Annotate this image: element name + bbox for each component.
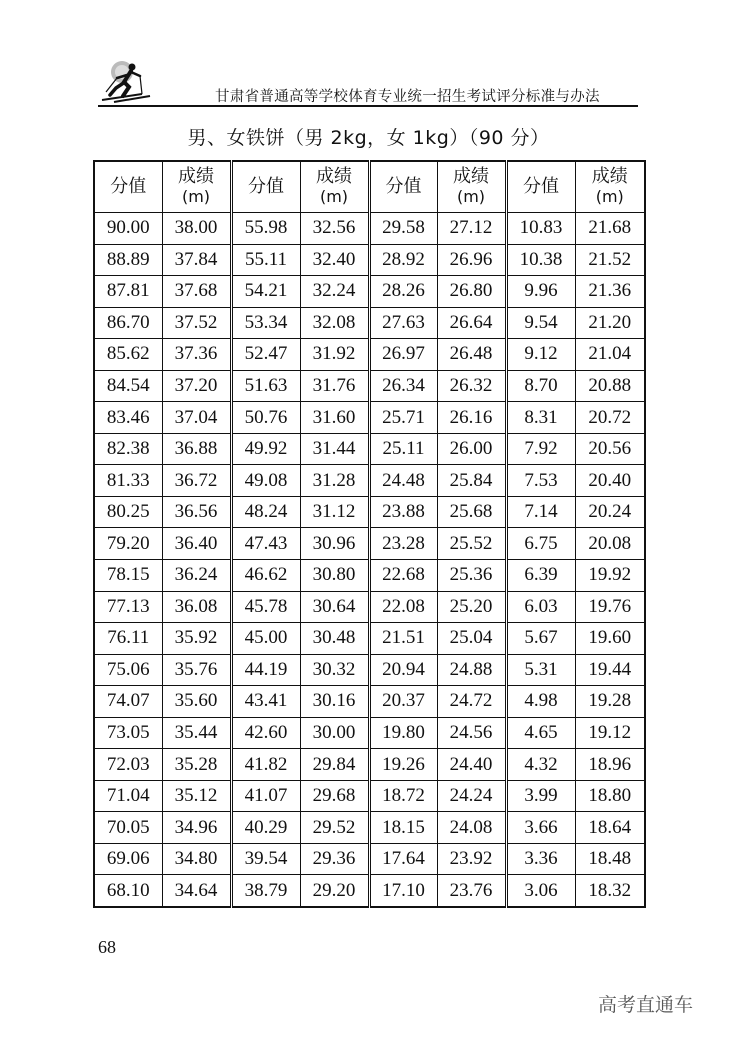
score-cell: 25.11	[369, 433, 437, 465]
result-cell: 20.24	[575, 496, 645, 528]
result-cell: 19.12	[575, 717, 645, 749]
result-cell: 37.84	[162, 244, 231, 276]
score-cell: 43.41	[231, 686, 300, 718]
table-row	[94, 875, 645, 907]
score-cell: 40.29	[231, 812, 300, 844]
score-cell: 80.25	[94, 496, 162, 528]
result-cell: 35.12	[162, 780, 231, 812]
result-cell: 34.96	[162, 812, 231, 844]
result-cell: 35.76	[162, 654, 231, 686]
result-cell: 36.88	[162, 433, 231, 465]
table-row	[94, 433, 645, 465]
score-cell: 45.78	[231, 591, 300, 623]
score-cell: 17.10	[369, 875, 437, 907]
result-cell: 27.12	[437, 213, 506, 245]
table-row	[94, 843, 645, 875]
result-cell: 38.00	[162, 213, 231, 245]
score-cell: 10.38	[506, 244, 575, 276]
score-cell: 10.83	[506, 213, 575, 245]
score-cell: 45.00	[231, 623, 300, 655]
result-cell: 18.48	[575, 843, 645, 875]
score-cell: 3.06	[506, 875, 575, 907]
result-cell: 25.68	[437, 496, 506, 528]
result-cell: 19.76	[575, 591, 645, 623]
result-cell: 24.56	[437, 717, 506, 749]
score-cell: 26.34	[369, 370, 437, 402]
table-row	[94, 623, 645, 655]
table-row	[94, 213, 645, 245]
score-cell: 3.36	[506, 843, 575, 875]
score-cell: 55.98	[231, 213, 300, 245]
score-cell: 24.48	[369, 465, 437, 497]
result-cell: 31.44	[300, 433, 369, 465]
score-cell: 39.54	[231, 843, 300, 875]
score-cell: 68.10	[94, 875, 162, 907]
score-cell: 6.75	[506, 528, 575, 560]
result-cell: 25.36	[437, 560, 506, 592]
result-cell: 25.20	[437, 591, 506, 623]
header-label: 分值	[385, 176, 422, 197]
score-cell: 25.71	[369, 402, 437, 434]
result-cell: 37.52	[162, 307, 231, 339]
result-cell: 37.68	[162, 276, 231, 308]
score-cell: 29.58	[369, 213, 437, 245]
result-cell: 29.20	[300, 875, 369, 907]
header-rule	[98, 105, 638, 107]
result-cell: 25.84	[437, 465, 506, 497]
result-cell: 29.52	[300, 812, 369, 844]
table-header	[94, 161, 645, 213]
result-cell: 29.84	[300, 749, 369, 781]
score-cell: 38.79	[231, 875, 300, 907]
page-number: 68	[98, 937, 116, 957]
score-cell: 22.08	[369, 591, 437, 623]
score-cell: 3.99	[506, 780, 575, 812]
score-cell: 5.31	[506, 654, 575, 686]
result-cell: 21.20	[575, 307, 645, 339]
score-cell: 18.72	[369, 780, 437, 812]
result-cell: 26.96	[437, 244, 506, 276]
table-row	[94, 654, 645, 686]
table-row	[94, 370, 645, 402]
table-row	[94, 465, 645, 497]
header-label: 分值	[248, 176, 284, 197]
score-cell: 41.07	[231, 780, 300, 812]
result-cell: 20.08	[575, 528, 645, 560]
header-label: 成绩	[453, 166, 489, 187]
result-cell: 36.08	[162, 591, 231, 623]
table-header-row	[94, 161, 645, 213]
score-cell: 44.19	[231, 654, 300, 686]
result-cell: 35.60	[162, 686, 231, 718]
score-cell: 7.14	[506, 496, 575, 528]
score-cell: 48.24	[231, 496, 300, 528]
header-unit: (m)	[181, 187, 211, 206]
result-cell: 18.64	[575, 812, 645, 844]
result-cell: 24.40	[437, 749, 506, 781]
score-cell: 81.33	[94, 465, 162, 497]
result-cell: 19.92	[575, 560, 645, 592]
score-cell: 55.11	[231, 244, 300, 276]
header-label: 分值	[523, 176, 559, 197]
score-cell: 22.68	[369, 560, 437, 592]
score-cell: 82.38	[94, 433, 162, 465]
result-cell: 18.32	[575, 875, 645, 907]
result-cell: 19.44	[575, 654, 645, 686]
table-row	[94, 244, 645, 276]
result-cell: 36.72	[162, 465, 231, 497]
score-cell: 47.43	[231, 528, 300, 560]
score-cell: 6.03	[506, 591, 575, 623]
score-cell: 42.60	[231, 717, 300, 749]
result-cell: 26.80	[437, 276, 506, 308]
result-cell: 26.00	[437, 433, 506, 465]
score-cell: 50.76	[231, 402, 300, 434]
score-cell: 7.92	[506, 433, 575, 465]
result-cell: 21.52	[575, 244, 645, 276]
result-cell: 31.60	[300, 402, 369, 434]
score-cell: 75.06	[94, 654, 162, 686]
result-cell: 31.76	[300, 370, 369, 402]
table-body	[94, 213, 645, 908]
table-row	[94, 780, 645, 812]
header-cell-result	[575, 161, 645, 213]
score-cell: 85.62	[94, 339, 162, 371]
result-cell: 23.92	[437, 843, 506, 875]
result-cell: 21.36	[575, 276, 645, 308]
table-row	[94, 402, 645, 434]
header-unit: (m)	[456, 187, 486, 206]
table-row	[94, 528, 645, 560]
result-cell: 37.20	[162, 370, 231, 402]
result-cell: 30.96	[300, 528, 369, 560]
result-cell: 36.56	[162, 496, 231, 528]
score-cell: 28.26	[369, 276, 437, 308]
result-cell: 29.36	[300, 843, 369, 875]
table-row	[94, 560, 645, 592]
result-cell: 36.40	[162, 528, 231, 560]
header-label: 分值	[110, 176, 147, 197]
score-cell: 4.65	[506, 717, 575, 749]
result-cell: 34.64	[162, 875, 231, 907]
result-cell: 20.56	[575, 433, 645, 465]
score-cell: 23.28	[369, 528, 437, 560]
score-cell: 77.13	[94, 591, 162, 623]
score-cell: 70.05	[94, 812, 162, 844]
score-table	[93, 160, 646, 908]
score-cell: 71.04	[94, 780, 162, 812]
score-cell: 73.05	[94, 717, 162, 749]
result-cell: 19.60	[575, 623, 645, 655]
score-cell: 53.34	[231, 307, 300, 339]
score-cell: 20.37	[369, 686, 437, 718]
result-cell: 31.12	[300, 496, 369, 528]
result-cell: 29.68	[300, 780, 369, 812]
skier-icon	[98, 58, 158, 106]
result-cell: 25.52	[437, 528, 506, 560]
result-cell: 21.68	[575, 213, 645, 245]
table-row	[94, 276, 645, 308]
score-cell: 86.70	[94, 307, 162, 339]
score-cell: 49.08	[231, 465, 300, 497]
header-cell-score	[506, 161, 575, 213]
score-cell: 4.98	[506, 686, 575, 718]
table-row	[94, 686, 645, 718]
score-cell: 8.70	[506, 370, 575, 402]
score-cell: 28.92	[369, 244, 437, 276]
score-cell: 49.92	[231, 433, 300, 465]
header-label: 成绩	[178, 166, 214, 187]
result-cell: 23.76	[437, 875, 506, 907]
score-cell: 52.47	[231, 339, 300, 371]
score-cell: 88.89	[94, 244, 162, 276]
result-cell: 31.28	[300, 465, 369, 497]
result-cell: 30.00	[300, 717, 369, 749]
result-cell: 36.24	[162, 560, 231, 592]
score-cell: 27.63	[369, 307, 437, 339]
result-cell: 18.80	[575, 780, 645, 812]
score-cell: 3.66	[506, 812, 575, 844]
result-cell: 25.04	[437, 623, 506, 655]
header-label: 成绩	[316, 166, 352, 187]
table-row	[94, 717, 645, 749]
result-cell: 24.88	[437, 654, 506, 686]
result-cell: 26.16	[437, 402, 506, 434]
result-cell: 34.80	[162, 843, 231, 875]
score-cell: 7.53	[506, 465, 575, 497]
score-cell: 23.88	[369, 496, 437, 528]
result-cell: 24.72	[437, 686, 506, 718]
result-cell: 31.92	[300, 339, 369, 371]
score-cell: 21.51	[369, 623, 437, 655]
score-cell: 84.54	[94, 370, 162, 402]
score-cell: 46.62	[231, 560, 300, 592]
header-cell-score	[369, 161, 437, 213]
score-cell: 51.63	[231, 370, 300, 402]
score-cell: 72.03	[94, 749, 162, 781]
result-cell: 20.72	[575, 402, 645, 434]
result-cell: 20.88	[575, 370, 645, 402]
score-cell: 83.46	[94, 402, 162, 434]
result-cell: 32.40	[300, 244, 369, 276]
score-cell: 18.15	[369, 812, 437, 844]
score-cell: 76.11	[94, 623, 162, 655]
score-cell: 17.64	[369, 843, 437, 875]
table-row	[94, 496, 645, 528]
result-cell: 26.32	[437, 370, 506, 402]
table-row	[94, 307, 645, 339]
score-cell: 78.15	[94, 560, 162, 592]
score-cell: 19.26	[369, 749, 437, 781]
score-cell: 26.97	[369, 339, 437, 371]
score-cell: 8.31	[506, 402, 575, 434]
header-cell-result	[437, 161, 506, 213]
score-cell: 74.07	[94, 686, 162, 718]
result-cell: 32.08	[300, 307, 369, 339]
header-cell-score	[94, 161, 162, 213]
score-cell: 19.80	[369, 717, 437, 749]
score-cell: 5.67	[506, 623, 575, 655]
table-row	[94, 339, 645, 371]
page-title: 男、女铁饼（男 2kg，女 1kg）（90 分）	[187, 127, 550, 149]
score-cell: 69.06	[94, 843, 162, 875]
result-cell: 35.44	[162, 717, 231, 749]
result-cell: 24.08	[437, 812, 506, 844]
result-cell: 20.40	[575, 465, 645, 497]
score-cell: 9.96	[506, 276, 575, 308]
score-cell: 4.32	[506, 749, 575, 781]
result-cell: 30.16	[300, 686, 369, 718]
table-row	[94, 812, 645, 844]
score-cell: 41.82	[231, 749, 300, 781]
score-cell: 54.21	[231, 276, 300, 308]
score-cell: 90.00	[94, 213, 162, 245]
result-cell: 37.04	[162, 402, 231, 434]
header-cell-result	[300, 161, 369, 213]
table-row	[94, 591, 645, 623]
score-cell: 20.94	[369, 654, 437, 686]
result-cell: 30.64	[300, 591, 369, 623]
table-row	[94, 749, 645, 781]
result-cell: 32.24	[300, 276, 369, 308]
header-label: 成绩	[591, 166, 628, 187]
header-cell-score	[231, 161, 300, 213]
score-cell: 87.81	[94, 276, 162, 308]
result-cell: 30.32	[300, 654, 369, 686]
result-cell: 21.04	[575, 339, 645, 371]
score-cell: 79.20	[94, 528, 162, 560]
result-cell: 37.36	[162, 339, 231, 371]
score-cell: 9.12	[506, 339, 575, 371]
result-cell: 18.96	[575, 749, 645, 781]
header-unit: (m)	[595, 187, 624, 206]
score-cell: 9.54	[506, 307, 575, 339]
score-cell: 6.39	[506, 560, 575, 592]
result-cell: 32.56	[300, 213, 369, 245]
result-cell: 30.48	[300, 623, 369, 655]
result-cell: 26.64	[437, 307, 506, 339]
result-cell: 30.80	[300, 560, 369, 592]
header-cell-result	[162, 161, 231, 213]
result-cell: 35.92	[162, 623, 231, 655]
header-title: 甘肃省普通高等学校体育专业统一招生考试评分标准与办法	[215, 89, 600, 105]
header-unit: (m)	[319, 187, 349, 206]
result-cell: 26.48	[437, 339, 506, 371]
watermark: 高考直通车	[598, 994, 694, 1016]
result-cell: 19.28	[575, 686, 645, 718]
result-cell: 24.24	[437, 780, 506, 812]
result-cell: 35.28	[162, 749, 231, 781]
